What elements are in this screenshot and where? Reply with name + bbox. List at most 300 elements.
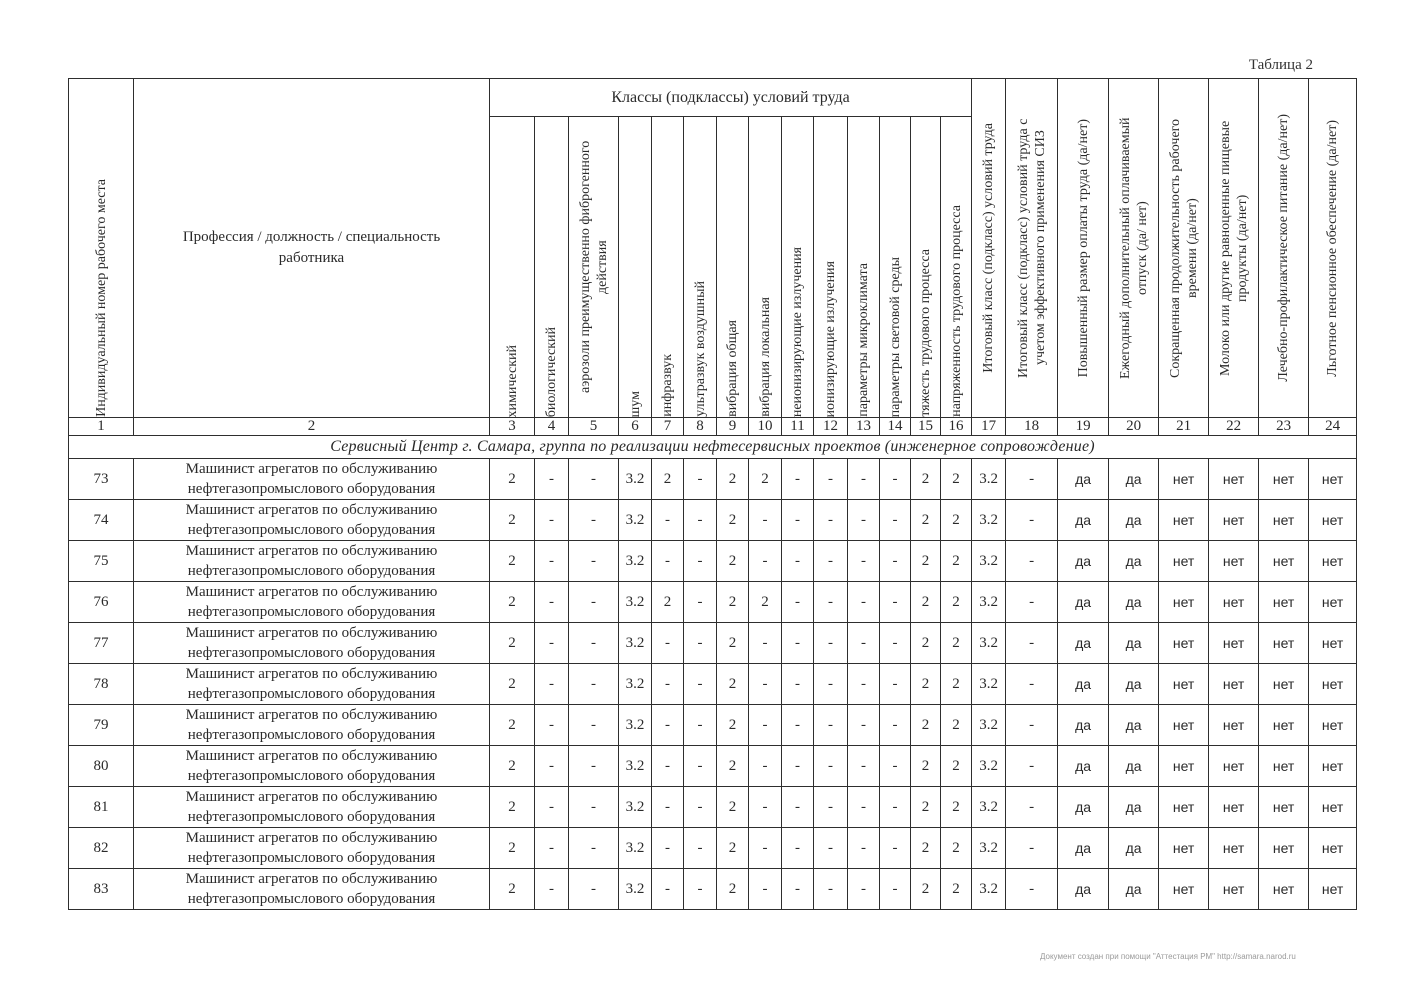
guarantee-cell: нет <box>1309 500 1357 541</box>
class-cell: - <box>684 541 717 582</box>
header-conditions-group: Классы (подклассы) условий труда <box>490 79 972 117</box>
guarantee-cell: нет <box>1309 582 1357 623</box>
class-cell: - <box>1006 705 1058 746</box>
column-number: 16 <box>941 418 972 436</box>
header-factor: аэрозоли преимущественно фиброгенного действия <box>569 117 619 418</box>
job-title: Машинист агрегатов по обслуживанию нефтегазопромыслового оборудования <box>134 828 490 869</box>
guarantee-cell: нет <box>1259 459 1309 500</box>
class-cell: - <box>749 705 782 746</box>
class-cell: 2 <box>911 828 941 869</box>
table-row <box>69 828 1357 869</box>
column-number: 2 <box>134 418 490 436</box>
class-cell: - <box>684 828 717 869</box>
header-increased-pay: Повышенный размер оплаты труда (да/нет) <box>1058 79 1109 418</box>
class-cell: 2 <box>941 623 972 664</box>
column-number: 24 <box>1309 418 1357 436</box>
guarantee-cell: нет <box>1259 623 1309 664</box>
column-number: 18 <box>1006 418 1058 436</box>
workplace-number: 79 <box>69 705 134 746</box>
header-milk: Молоко или другие равноценные пищевые продукты (да/нет) <box>1209 79 1259 418</box>
class-cell: - <box>1006 459 1058 500</box>
class-cell: - <box>848 500 880 541</box>
section-title: Сервисный Центр г. Самара, группа по реализации нефтесервисных проектов (инженерное сопровождение) <box>69 436 1357 459</box>
class-cell: - <box>569 664 619 705</box>
column-number: 12 <box>814 418 848 436</box>
class-cell: - <box>569 828 619 869</box>
class-cell: - <box>535 705 569 746</box>
class-cell: 2 <box>652 459 684 500</box>
guarantee-cell: да <box>1109 746 1159 787</box>
class-cell: - <box>652 664 684 705</box>
class-cell: 2 <box>490 582 535 623</box>
class-cell: - <box>848 541 880 582</box>
class-cell: 2 <box>717 705 749 746</box>
table-row <box>69 869 1357 910</box>
class-cell: - <box>535 869 569 910</box>
workplace-number: 73 <box>69 459 134 500</box>
class-cell: - <box>880 582 911 623</box>
class-cell: - <box>880 459 911 500</box>
class-cell: 2 <box>911 787 941 828</box>
table-row <box>69 705 1357 746</box>
class-cell: 2 <box>490 869 535 910</box>
class-cell: - <box>782 869 814 910</box>
class-cell: 2 <box>749 459 782 500</box>
class-cell: 3.2 <box>972 746 1006 787</box>
class-cell: - <box>535 541 569 582</box>
header-factor: неионизирующие излучения <box>782 117 814 418</box>
table-row <box>69 664 1357 705</box>
class-cell: - <box>569 746 619 787</box>
workplace-number: 77 <box>69 623 134 664</box>
guarantee-cell: нет <box>1309 869 1357 910</box>
guarantee-cell: нет <box>1309 828 1357 869</box>
guarantee-cell: да <box>1109 623 1159 664</box>
class-cell: - <box>535 582 569 623</box>
guarantee-cell: да <box>1109 582 1159 623</box>
guarantee-cell: нет <box>1209 582 1259 623</box>
class-cell: - <box>569 787 619 828</box>
job-title: Машинист агрегатов по обслуживанию нефтегазопромыслового оборудования <box>134 500 490 541</box>
class-cell: 3.2 <box>972 623 1006 664</box>
class-cell: - <box>848 705 880 746</box>
class-cell: 2 <box>941 459 972 500</box>
guarantee-cell: нет <box>1309 541 1357 582</box>
class-cell: - <box>749 828 782 869</box>
class-cell: 2 <box>717 541 749 582</box>
column-number: 1 <box>69 418 134 436</box>
class-cell: - <box>1006 746 1058 787</box>
class-cell: - <box>782 582 814 623</box>
class-cell: - <box>848 746 880 787</box>
header-reduced-hours: Сокращенная продолжительность рабочего времени (да/нет) <box>1159 79 1209 418</box>
header-additional-leave: Ежегодный дополнительный оплачиваемый отпуск (да/ нет) <box>1109 79 1159 418</box>
class-cell: - <box>814 582 848 623</box>
class-cell: 3.2 <box>972 828 1006 869</box>
class-cell: - <box>814 664 848 705</box>
class-cell: - <box>814 623 848 664</box>
class-cell: - <box>848 623 880 664</box>
class-cell: 3.2 <box>619 828 652 869</box>
class-cell: - <box>749 541 782 582</box>
class-cell: - <box>880 705 911 746</box>
table-row <box>69 459 1357 500</box>
header-factor: ультразвук воздушный <box>684 117 717 418</box>
class-cell: 3.2 <box>972 459 1006 500</box>
class-cell: - <box>848 869 880 910</box>
guarantee-cell: нет <box>1259 746 1309 787</box>
class-cell: 2 <box>490 541 535 582</box>
class-cell: - <box>652 787 684 828</box>
class-cell: 3.2 <box>619 746 652 787</box>
class-cell: - <box>880 623 911 664</box>
class-cell: - <box>880 541 911 582</box>
guarantee-cell: нет <box>1209 705 1259 746</box>
class-cell: 2 <box>941 787 972 828</box>
class-cell: - <box>535 500 569 541</box>
class-cell: - <box>1006 500 1058 541</box>
guarantee-cell: нет <box>1159 869 1209 910</box>
class-cell: 3.2 <box>619 500 652 541</box>
class-cell: 3.2 <box>619 582 652 623</box>
class-cell: - <box>814 541 848 582</box>
class-cell: - <box>1006 582 1058 623</box>
class-cell: - <box>684 582 717 623</box>
class-cell: 3.2 <box>619 787 652 828</box>
column-number: 6 <box>619 418 652 436</box>
header-profession: Профессия / должность / специальность работника <box>134 79 490 418</box>
guarantee-cell: да <box>1058 746 1109 787</box>
class-cell: - <box>782 623 814 664</box>
column-number: 4 <box>535 418 569 436</box>
footer-note: Документ создан при помощи "Аттестация РМ" http://samara.narod.ru <box>1040 952 1296 961</box>
guarantee-cell: нет <box>1309 787 1357 828</box>
class-cell: - <box>652 500 684 541</box>
guarantee-cell: нет <box>1209 500 1259 541</box>
guarantee-cell: нет <box>1159 459 1209 500</box>
class-cell: 2 <box>717 623 749 664</box>
job-title: Машинист агрегатов по обслуживанию нефтегазопромыслового оборудования <box>134 664 490 705</box>
class-cell: - <box>684 664 717 705</box>
class-cell: 2 <box>911 705 941 746</box>
guarantee-cell: нет <box>1159 500 1209 541</box>
guarantee-cell: да <box>1109 664 1159 705</box>
class-cell: - <box>880 500 911 541</box>
guarantee-cell: нет <box>1159 746 1209 787</box>
class-cell: - <box>684 459 717 500</box>
class-cell: - <box>749 664 782 705</box>
column-number: 20 <box>1109 418 1159 436</box>
guarantee-cell: да <box>1109 705 1159 746</box>
class-cell: - <box>569 869 619 910</box>
class-cell: - <box>684 705 717 746</box>
header-workplace-number: Индивидуальный номер рабочего места <box>69 79 134 418</box>
guarantee-cell: да <box>1058 828 1109 869</box>
class-cell: - <box>782 500 814 541</box>
class-cell: - <box>535 664 569 705</box>
workplace-number: 80 <box>69 746 134 787</box>
guarantee-cell: да <box>1058 500 1109 541</box>
class-cell: 2 <box>490 623 535 664</box>
class-cell: - <box>814 746 848 787</box>
guarantee-cell: нет <box>1259 582 1309 623</box>
class-cell: 3.2 <box>972 787 1006 828</box>
class-cell: - <box>782 459 814 500</box>
workplace-number: 78 <box>69 664 134 705</box>
guarantee-cell: нет <box>1159 623 1209 664</box>
class-cell: - <box>684 500 717 541</box>
class-cell: 2 <box>911 459 941 500</box>
class-cell: 2 <box>717 459 749 500</box>
class-cell: - <box>848 459 880 500</box>
class-cell: - <box>684 746 717 787</box>
class-cell: 2 <box>941 541 972 582</box>
column-number: 10 <box>749 418 782 436</box>
class-cell: - <box>652 869 684 910</box>
class-cell: - <box>535 623 569 664</box>
workplace-number: 74 <box>69 500 134 541</box>
class-cell: - <box>652 746 684 787</box>
header-factor: параметры световой среды <box>880 117 911 418</box>
class-cell: - <box>848 828 880 869</box>
column-number: 3 <box>490 418 535 436</box>
class-cell: 2 <box>941 664 972 705</box>
column-number: 13 <box>848 418 880 436</box>
class-cell: 2 <box>717 787 749 828</box>
class-cell: 2 <box>941 500 972 541</box>
class-cell: 2 <box>911 623 941 664</box>
workplace-number: 82 <box>69 828 134 869</box>
class-cell: 3.2 <box>619 869 652 910</box>
job-title: Машинист агрегатов по обслуживанию нефтегазопромыслового оборудования <box>134 869 490 910</box>
column-number: 7 <box>652 418 684 436</box>
class-cell: 2 <box>490 787 535 828</box>
guarantee-cell: да <box>1109 459 1159 500</box>
class-cell: - <box>880 787 911 828</box>
class-cell: 2 <box>490 664 535 705</box>
guarantee-cell: нет <box>1209 787 1259 828</box>
class-cell: - <box>814 787 848 828</box>
guarantee-cell: нет <box>1309 664 1357 705</box>
guarantee-cell: нет <box>1259 705 1309 746</box>
class-cell: 2 <box>911 541 941 582</box>
guarantee-cell: да <box>1058 541 1109 582</box>
table-row <box>69 582 1357 623</box>
guarantee-cell: нет <box>1209 459 1259 500</box>
class-cell: - <box>569 582 619 623</box>
guarantee-cell: нет <box>1259 541 1309 582</box>
column-number: 5 <box>569 418 619 436</box>
guarantee-cell: нет <box>1209 746 1259 787</box>
class-cell: 3.2 <box>972 500 1006 541</box>
class-cell: 2 <box>749 582 782 623</box>
class-cell: 2 <box>941 828 972 869</box>
class-cell: 3.2 <box>619 459 652 500</box>
class-cell: 2 <box>941 582 972 623</box>
class-cell: - <box>569 459 619 500</box>
header-factor: шум <box>619 117 652 418</box>
column-number: 21 <box>1159 418 1209 436</box>
header-factor: биологический <box>535 117 569 418</box>
header-factor: ионизирующие излучения <box>814 117 848 418</box>
class-cell: 3.2 <box>972 869 1006 910</box>
guarantee-cell: нет <box>1159 582 1209 623</box>
class-cell: - <box>749 787 782 828</box>
class-cell: - <box>782 664 814 705</box>
guarantee-cell: да <box>1058 582 1109 623</box>
table-row <box>69 541 1357 582</box>
class-cell: 2 <box>490 705 535 746</box>
class-cell: - <box>1006 541 1058 582</box>
class-cell: 3.2 <box>972 541 1006 582</box>
job-title: Машинист агрегатов по обслуживанию нефтегазопромыслового оборудования <box>134 459 490 500</box>
guarantee-cell: да <box>1109 500 1159 541</box>
class-cell: 2 <box>911 500 941 541</box>
class-cell: - <box>684 787 717 828</box>
class-cell: - <box>814 459 848 500</box>
class-cell: 2 <box>490 746 535 787</box>
class-cell: - <box>684 869 717 910</box>
class-cell: - <box>880 664 911 705</box>
guarantee-cell: нет <box>1159 787 1209 828</box>
class-cell: - <box>652 828 684 869</box>
workplace-number: 83 <box>69 869 134 910</box>
guarantee-cell: да <box>1109 787 1159 828</box>
class-cell: - <box>749 869 782 910</box>
table-caption: Таблица 2 <box>1248 57 1313 73</box>
guarantee-cell: нет <box>1309 746 1357 787</box>
guarantee-cell: да <box>1058 664 1109 705</box>
column-number: 15 <box>911 418 941 436</box>
header-final-class-siz: Итоговый класс (подкласс) условий труда с учетом эффективного применения СИЗ <box>1006 79 1058 418</box>
class-cell: 2 <box>911 664 941 705</box>
class-cell: 2 <box>941 746 972 787</box>
class-cell: - <box>1006 787 1058 828</box>
class-cell: - <box>569 541 619 582</box>
class-cell: - <box>569 500 619 541</box>
class-cell: - <box>814 828 848 869</box>
header-final-class: Итоговый класс (подкласс) условий труда <box>972 79 1006 418</box>
class-cell: - <box>880 869 911 910</box>
class-cell: - <box>848 664 880 705</box>
class-cell: 3.2 <box>619 623 652 664</box>
class-cell: - <box>749 746 782 787</box>
guarantee-cell: нет <box>1309 705 1357 746</box>
class-cell: - <box>684 623 717 664</box>
column-number: 22 <box>1209 418 1259 436</box>
guarantee-cell: нет <box>1209 541 1259 582</box>
guarantee-cell: нет <box>1209 828 1259 869</box>
working-conditions-table <box>68 78 1357 910</box>
class-cell: - <box>535 459 569 500</box>
class-cell: 2 <box>941 869 972 910</box>
job-title: Машинист агрегатов по обслуживанию нефтегазопромыслового оборудования <box>134 705 490 746</box>
class-cell: 2 <box>911 582 941 623</box>
guarantee-cell: нет <box>1159 828 1209 869</box>
class-cell: - <box>1006 869 1058 910</box>
column-number: 11 <box>782 418 814 436</box>
class-cell: 3.2 <box>972 664 1006 705</box>
header-factor: химический <box>490 117 535 418</box>
class-cell: 2 <box>717 582 749 623</box>
guarantee-cell: нет <box>1259 869 1309 910</box>
class-cell: 3.2 <box>619 664 652 705</box>
class-cell: - <box>749 623 782 664</box>
class-cell: 3.2 <box>972 582 1006 623</box>
class-cell: 2 <box>490 828 535 869</box>
class-cell: - <box>848 787 880 828</box>
job-title: Машинист агрегатов по обслуживанию нефтегазопромыслового оборудования <box>134 582 490 623</box>
class-cell: - <box>782 828 814 869</box>
guarantee-cell: нет <box>1159 705 1209 746</box>
guarantee-cell: нет <box>1309 459 1357 500</box>
class-cell: 3.2 <box>619 705 652 746</box>
guarantee-cell: нет <box>1209 623 1259 664</box>
column-number: 14 <box>880 418 911 436</box>
guarantee-cell: да <box>1109 869 1159 910</box>
class-cell: 2 <box>911 746 941 787</box>
class-cell: 3.2 <box>619 541 652 582</box>
workplace-number: 76 <box>69 582 134 623</box>
guarantee-cell: нет <box>1259 500 1309 541</box>
class-cell: - <box>1006 664 1058 705</box>
header-pension: Льготное пенсионное обеспечение (да/нет) <box>1309 79 1357 418</box>
workplace-number: 81 <box>69 787 134 828</box>
job-title: Машинист агрегатов по обслуживанию нефтегазопромыслового оборудования <box>134 787 490 828</box>
guarantee-cell: нет <box>1259 828 1309 869</box>
guarantee-cell: нет <box>1259 664 1309 705</box>
class-cell: - <box>848 582 880 623</box>
class-cell: 2 <box>652 582 684 623</box>
guarantee-cell: да <box>1109 541 1159 582</box>
guarantee-cell: нет <box>1309 623 1357 664</box>
header-factor: напряженность трудового процесса <box>941 117 972 418</box>
class-cell: 2 <box>717 500 749 541</box>
class-cell: - <box>749 500 782 541</box>
guarantee-cell: да <box>1058 869 1109 910</box>
column-number: 23 <box>1259 418 1309 436</box>
class-cell: - <box>535 787 569 828</box>
class-cell: - <box>782 705 814 746</box>
guarantee-cell: да <box>1058 459 1109 500</box>
header-factor: инфразвук <box>652 117 684 418</box>
class-cell: 2 <box>717 746 749 787</box>
guarantee-cell: нет <box>1259 787 1309 828</box>
column-number: 8 <box>684 418 717 436</box>
table-row <box>69 787 1357 828</box>
class-cell: 2 <box>941 705 972 746</box>
guarantee-cell: да <box>1058 787 1109 828</box>
guarantee-cell: да <box>1058 705 1109 746</box>
class-cell: 2 <box>490 500 535 541</box>
class-cell: - <box>880 828 911 869</box>
class-cell: - <box>782 746 814 787</box>
class-cell: - <box>569 623 619 664</box>
table-row <box>69 746 1357 787</box>
header-factor: параметры микроклимата <box>848 117 880 418</box>
class-cell: - <box>782 787 814 828</box>
header-factor: вибрация общая <box>717 117 749 418</box>
class-cell: - <box>782 541 814 582</box>
class-cell: 3.2 <box>972 705 1006 746</box>
class-cell: - <box>652 623 684 664</box>
guarantee-cell: нет <box>1209 664 1259 705</box>
column-number: 19 <box>1058 418 1109 436</box>
class-cell: 2 <box>717 664 749 705</box>
class-cell: - <box>814 869 848 910</box>
class-cell: - <box>652 541 684 582</box>
class-cell: - <box>652 705 684 746</box>
